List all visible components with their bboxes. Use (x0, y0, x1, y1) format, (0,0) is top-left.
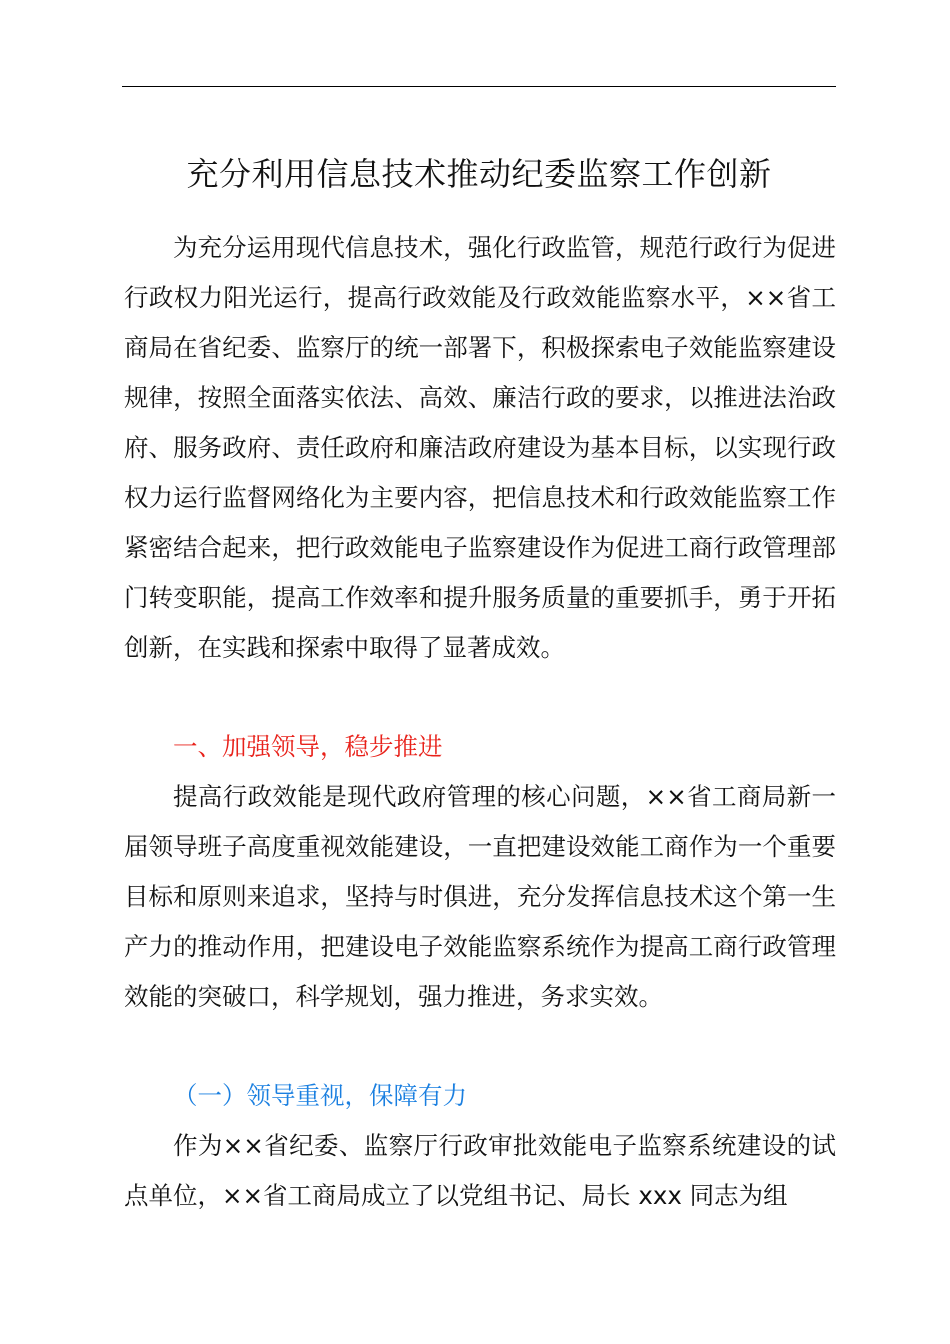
page-title: 充分利用信息技术推动纪委监察工作创新 (186, 155, 772, 193)
subsection-1-paragraph: 作为××省纪委、监察厅行政审批效能电子监察系统建设的试点单位，××省工商局成立了以党组书记、局长 xxx 同志为组 (124, 1131, 836, 1210)
intro-paragraph: 为充分运用现代信息技术，强化行政监管，规范行政行为促进行政权力阳光运行，提高行政效能及行政效能监察水平，××省工商局在省纪委、监察厅的统一部署下，积极探索电子效能监察建设规律，按照全面落实依法、高效、廉洁行政的要求，以推进法治政府、服务政府、责任政府和廉洁政府建设为基本目标，以实现行政权力运行监督网络化为主要内容，把信息技术和行政效能监察工作紧密结合起来，把行政效能电子监察建设作为促进工商行政管理部门转变职能，提高工作效率和提升服务质量的重要抓手，勇于开拓创新，在实践和探索中取得了显著成效。 (124, 233, 836, 662)
subsection-heading-1: （一）领导重视，保障有力 (173, 1081, 467, 1110)
section-1-paragraph: 提高行政效能是现代政府管理的核心问题，××省工商局新一届领导班子高度重视效能建设，一直把建设效能工商作为一个重要目标和原则来追求，坚持与时俱进，充分发挥信息技术这个第一生产力的推动作用，把建设电子效能监察系统作为提高工商行政管理效能的突破口，科学规划，强力推进，务求实效。 (124, 782, 836, 1011)
header-rule (122, 86, 836, 87)
section-heading-1: 一、加强领导，稳步推进 (173, 732, 443, 761)
